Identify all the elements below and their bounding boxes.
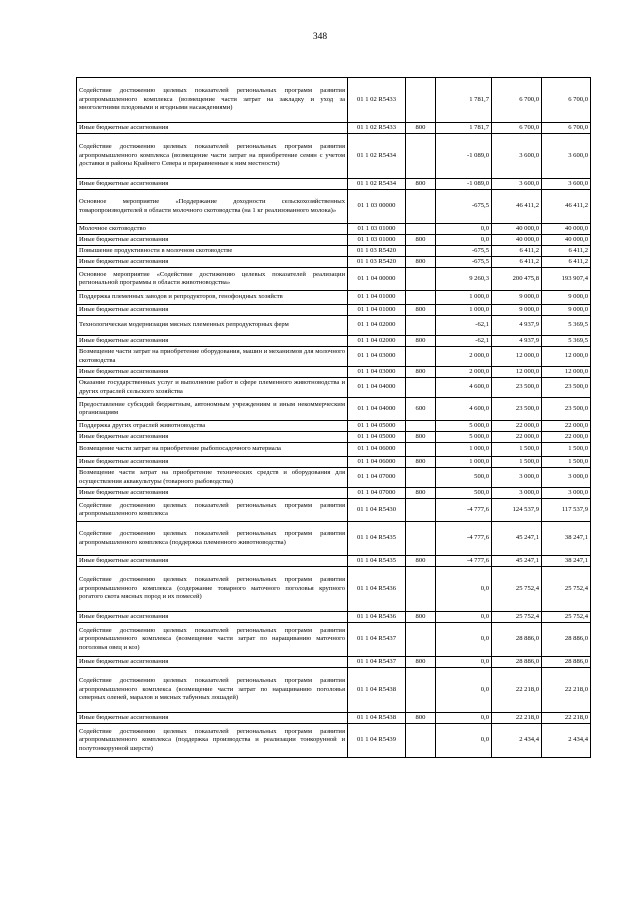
table-row: [77, 668, 591, 713]
table-row: [77, 246, 591, 257]
table-row: [77, 347, 591, 367]
row-code-cell: 01 1 04 03000: [348, 367, 406, 378]
row-amount-1-cell: 0,0: [436, 567, 492, 612]
row-code-cell: 01 1 03 R5420: [348, 257, 406, 268]
row-amount-3-cell: 6 700,0: [542, 78, 591, 123]
row-code-cell: 01 1 04 07000: [348, 468, 406, 488]
row-expense-type-cell: 600: [406, 398, 436, 421]
row-amount-2-cell: 3 600,0: [492, 179, 542, 190]
row-code-cell: 01 1 03 R5420: [348, 246, 406, 257]
table-row: [77, 305, 591, 316]
row-code-cell: 01 1 04 06000: [348, 457, 406, 468]
row-amount-3-cell: 38 247,1: [542, 556, 591, 567]
row-code-cell: 01 1 04 01000: [348, 305, 406, 316]
row-amount-2-cell: 1 500,0: [492, 457, 542, 468]
row-amount-1-cell: 9 260,3: [436, 268, 492, 291]
table-row: [77, 367, 591, 378]
row-expense-type-cell: 800: [406, 257, 436, 268]
table-row: [77, 224, 591, 235]
row-amount-3-cell: 28 886,0: [542, 657, 591, 668]
row-amount-1-cell: 4 600,0: [436, 398, 492, 421]
row-code-cell: 01 1 04 00000: [348, 268, 406, 291]
row-amount-2-cell: 12 000,0: [492, 367, 542, 378]
row-amount-1-cell: 0,0: [436, 724, 492, 758]
row-amount-1-cell: 2 000,0: [436, 347, 492, 367]
row-name-cell: Иные бюджетные ассигнования: [77, 123, 348, 134]
table-row: [77, 567, 591, 612]
row-expense-type-cell: 800: [406, 235, 436, 246]
row-name-cell: Оказание государственных услуг и выполнение работ в сфере племенного животноводства и других отраслей сельского хозяйства: [77, 378, 348, 398]
row-amount-1-cell: 1 000,0: [436, 457, 492, 468]
row-expense-type-cell: 800: [406, 457, 436, 468]
row-expense-type-cell: [406, 623, 436, 657]
row-expense-type-cell: 800: [406, 713, 436, 724]
table-row: [77, 398, 591, 421]
row-amount-2-cell: 45 247,1: [492, 522, 542, 556]
row-amount-2-cell: 6 700,0: [492, 78, 542, 123]
row-name-cell: Иные бюджетные ассигнования: [77, 367, 348, 378]
row-code-cell: 01 1 02 R5433: [348, 123, 406, 134]
row-name-cell: Основное мероприятие «Поддержание доходности сельскохозяйственных товаропроизводителей в области молочного скотоводства (на 1 кг реализованного молока)»: [77, 190, 348, 224]
row-expense-type-cell: [406, 724, 436, 758]
row-amount-2-cell: 28 886,0: [492, 623, 542, 657]
table-row: [77, 78, 591, 123]
table-row: [77, 336, 591, 347]
row-amount-2-cell: 46 411,2: [492, 190, 542, 224]
row-amount-3-cell: 117 537,9: [542, 499, 591, 522]
row-amount-3-cell: 12 000,0: [542, 367, 591, 378]
table-row: [77, 134, 591, 179]
row-code-cell: 01 1 04 02000: [348, 316, 406, 336]
row-code-cell: 01 1 04 R5436: [348, 567, 406, 612]
row-name-cell: Технологическая модернизация мясных племенных репродукторных ферм: [77, 316, 348, 336]
row-name-cell: Иные бюджетные ассигнования: [77, 457, 348, 468]
table-row: [77, 378, 591, 398]
row-amount-2-cell: 22 000,0: [492, 421, 542, 432]
row-code-cell: 01 1 04 04000: [348, 398, 406, 421]
row-expense-type-cell: 800: [406, 179, 436, 190]
row-amount-1-cell: 5 000,0: [436, 432, 492, 443]
row-amount-2-cell: 22 218,0: [492, 713, 542, 724]
row-amount-1-cell: -675,5: [436, 190, 492, 224]
row-amount-1-cell: 1 000,0: [436, 291, 492, 305]
row-name-cell: Иные бюджетные ассигнования: [77, 305, 348, 316]
row-name-cell: Содействие достижению целевых показателей региональных программ развития агропромышленного комплекса (возмещение части затрат на приобретение семян с учетом доставки в районы Крайнего Севера и приравненные к ним местности): [77, 134, 348, 179]
table-row: [77, 235, 591, 246]
row-name-cell: Иные бюджетные ассигнования: [77, 488, 348, 499]
row-expense-type-cell: [406, 246, 436, 257]
row-expense-type-cell: 800: [406, 612, 436, 623]
row-amount-3-cell: 23 500,0: [542, 378, 591, 398]
row-amount-3-cell: 6 700,0: [542, 123, 591, 134]
row-amount-3-cell: 28 886,0: [542, 623, 591, 657]
row-code-cell: 01 1 04 05000: [348, 421, 406, 432]
row-name-cell: Поддержка других отраслей животноводства: [77, 421, 348, 432]
row-amount-1-cell: -62,1: [436, 316, 492, 336]
row-amount-1-cell: -1 089,0: [436, 134, 492, 179]
row-name-cell: Возмещение части затрат на приобретение технических средств и оборудования для осуществления аквакультуры (товарного рыбоводства): [77, 468, 348, 488]
row-code-cell: 01 1 04 07000: [348, 488, 406, 499]
row-code-cell: 01 1 03 01000: [348, 235, 406, 246]
row-amount-2-cell: 6 700,0: [492, 123, 542, 134]
row-amount-2-cell: 22 000,0: [492, 432, 542, 443]
row-amount-3-cell: 1 500,0: [542, 457, 591, 468]
row-name-cell: Содействие достижению целевых показателей региональных программ развития агропромышленного комплекса (возмещение части затрат на закладку и уход за многолетними плодовыми и ягодными насаждениями): [77, 78, 348, 123]
row-name-cell: Содействие достижению целевых показателей региональных программ развития агропромышленного комплекса: [77, 499, 348, 522]
table-row: [77, 257, 591, 268]
row-code-cell: 01 1 04 R5438: [348, 668, 406, 713]
row-amount-3-cell: 40 000,0: [542, 235, 591, 246]
page-number: 348: [312, 32, 328, 42]
row-amount-1-cell: 0,0: [436, 623, 492, 657]
row-amount-2-cell: 3 600,0: [492, 134, 542, 179]
row-name-cell: Предоставление субсидий бюджетным, автономным учреждениям и иным некоммерческим организациям: [77, 398, 348, 421]
row-expense-type-cell: [406, 378, 436, 398]
row-amount-1-cell: -62,1: [436, 336, 492, 347]
row-amount-1-cell: 1 781,7: [436, 123, 492, 134]
row-amount-2-cell: 2 434,4: [492, 724, 542, 758]
row-name-cell: Иные бюджетные ассигнования: [77, 336, 348, 347]
row-amount-2-cell: 4 937,9: [492, 336, 542, 347]
row-amount-1-cell: 0,0: [436, 612, 492, 623]
row-code-cell: 01 1 02 R5434: [348, 179, 406, 190]
row-amount-3-cell: 25 752,4: [542, 567, 591, 612]
table-row: [77, 123, 591, 134]
row-code-cell: 01 1 03 01000: [348, 224, 406, 235]
table-row: [77, 268, 591, 291]
table-row: [77, 291, 591, 305]
row-expense-type-cell: [406, 224, 436, 235]
row-amount-3-cell: 3 600,0: [542, 179, 591, 190]
row-name-cell: Возмещение части затрат на приобретение рыбопосадочного материала: [77, 443, 348, 457]
row-amount-1-cell: -4 777,6: [436, 556, 492, 567]
row-name-cell: Иные бюджетные ассигнования: [77, 257, 348, 268]
row-name-cell: Возмещение части затрат на приобретение оборудования, машин и механизмов для молочного скотоводства: [77, 347, 348, 367]
budget-table-body: [77, 78, 591, 758]
table-row: [77, 316, 591, 336]
row-expense-type-cell: [406, 78, 436, 123]
row-amount-2-cell: 9 000,0: [492, 291, 542, 305]
row-code-cell: 01 1 03 00000: [348, 190, 406, 224]
row-amount-2-cell: 4 937,9: [492, 316, 542, 336]
row-amount-3-cell: 5 369,5: [542, 336, 591, 347]
row-amount-2-cell: 23 500,0: [492, 378, 542, 398]
row-code-cell: 01 1 02 R5433: [348, 78, 406, 123]
row-expense-type-cell: 800: [406, 488, 436, 499]
row-amount-1-cell: -675,5: [436, 257, 492, 268]
row-name-cell: Иные бюджетные ассигнования: [77, 432, 348, 443]
table-row: [77, 499, 591, 522]
row-code-cell: 01 1 04 R5430: [348, 499, 406, 522]
row-code-cell: 01 1 02 R5434: [348, 134, 406, 179]
row-expense-type-cell: [406, 316, 436, 336]
row-code-cell: 01 1 04 02000: [348, 336, 406, 347]
row-name-cell: Содействие достижению целевых показателей региональных программ развития агропромышленного комплекса (поддержка производства и реализации тонкорунной и полутонкорунной шерсти): [77, 724, 348, 758]
row-amount-2-cell: 9 000,0: [492, 305, 542, 316]
row-amount-1-cell: 2 000,0: [436, 367, 492, 378]
table-row: [77, 612, 591, 623]
row-amount-1-cell: -675,5: [436, 246, 492, 257]
row-expense-type-cell: [406, 567, 436, 612]
row-amount-2-cell: 6 411,2: [492, 257, 542, 268]
row-name-cell: Основное мероприятие «Содействие достижению целевых показателей реализации региональной программы в области животноводства»: [77, 268, 348, 291]
row-code-cell: 01 1 04 R5435: [348, 522, 406, 556]
row-amount-1-cell: 500,0: [436, 468, 492, 488]
row-amount-3-cell: 1 500,0: [542, 443, 591, 457]
row-name-cell: Иные бюджетные ассигнования: [77, 713, 348, 724]
row-amount-3-cell: 22 218,0: [542, 668, 591, 713]
row-expense-type-cell: [406, 499, 436, 522]
table-row: [77, 457, 591, 468]
row-code-cell: 01 1 04 01000: [348, 291, 406, 305]
row-amount-3-cell: 40 000,0: [542, 224, 591, 235]
row-expense-type-cell: [406, 134, 436, 179]
row-expense-type-cell: 800: [406, 556, 436, 567]
row-expense-type-cell: [406, 190, 436, 224]
row-amount-3-cell: 12 000,0: [542, 347, 591, 367]
row-amount-1-cell: 1 781,7: [436, 78, 492, 123]
table-row: [77, 657, 591, 668]
row-amount-1-cell: -4 777,6: [436, 499, 492, 522]
row-code-cell: 01 1 04 R5438: [348, 713, 406, 724]
row-amount-1-cell: 5 000,0: [436, 421, 492, 432]
row-amount-1-cell: 1 000,0: [436, 443, 492, 457]
row-amount-3-cell: 6 411,2: [542, 257, 591, 268]
row-amount-1-cell: 0,0: [436, 235, 492, 246]
row-code-cell: 01 1 04 R5435: [348, 556, 406, 567]
row-amount-3-cell: 3 600,0: [542, 134, 591, 179]
row-amount-2-cell: 3 000,0: [492, 468, 542, 488]
row-expense-type-cell: [406, 421, 436, 432]
row-amount-2-cell: 45 247,1: [492, 556, 542, 567]
row-code-cell: 01 1 04 04000: [348, 378, 406, 398]
row-name-cell: Иные бюджетные ассигнования: [77, 612, 348, 623]
row-code-cell: 01 1 04 R5436: [348, 612, 406, 623]
row-name-cell: Содействие достижению целевых показателей региональных программ развития агропромышленного комплекса (поддержка племенного животноводства): [77, 522, 348, 556]
row-amount-3-cell: 3 000,0: [542, 488, 591, 499]
row-amount-2-cell: 40 000,0: [492, 224, 542, 235]
row-amount-1-cell: 0,0: [436, 713, 492, 724]
row-amount-3-cell: 9 000,0: [542, 305, 591, 316]
row-amount-2-cell: 28 886,0: [492, 657, 542, 668]
row-amount-3-cell: 2 434,4: [542, 724, 591, 758]
row-amount-1-cell: 4 600,0: [436, 378, 492, 398]
row-name-cell: Содействие достижению целевых показателей региональных программ развития агропромышленного комплекса (возмещение части затрат по наращиванию маточного поголовья овец и коз): [77, 623, 348, 657]
table-row: [77, 443, 591, 457]
row-amount-2-cell: 25 752,4: [492, 612, 542, 623]
table-row: [77, 421, 591, 432]
row-name-cell: Иные бюджетные ассигнования: [77, 235, 348, 246]
row-amount-3-cell: 25 752,4: [542, 612, 591, 623]
table-row: [77, 190, 591, 224]
table-row: [77, 623, 591, 657]
row-expense-type-cell: 800: [406, 123, 436, 134]
row-amount-2-cell: 40 000,0: [492, 235, 542, 246]
row-expense-type-cell: 800: [406, 367, 436, 378]
row-amount-1-cell: 500,0: [436, 488, 492, 499]
row-amount-2-cell: 12 000,0: [492, 347, 542, 367]
row-name-cell: Содействие достижению целевых показателей региональных программ развития агропромышленного комплекса (содержание товарного маточного поголовья крупного рогатого скота мясных пород и их помесей): [77, 567, 348, 612]
row-name-cell: Повышение продуктивности в молочном скотоводстве: [77, 246, 348, 257]
row-amount-2-cell: 200 475,8: [492, 268, 542, 291]
row-expense-type-cell: [406, 522, 436, 556]
row-name-cell: Иные бюджетные ассигнования: [77, 556, 348, 567]
row-expense-type-cell: 800: [406, 305, 436, 316]
row-amount-3-cell: 6 411,2: [542, 246, 591, 257]
table-row: [77, 522, 591, 556]
row-expense-type-cell: [406, 268, 436, 291]
row-code-cell: 01 1 04 R5437: [348, 623, 406, 657]
row-amount-1-cell: 1 000,0: [436, 305, 492, 316]
row-amount-2-cell: 25 752,4: [492, 567, 542, 612]
row-amount-2-cell: 6 411,2: [492, 246, 542, 257]
row-amount-2-cell: 22 218,0: [492, 668, 542, 713]
row-name-cell: Иные бюджетные ассигнования: [77, 179, 348, 190]
row-amount-3-cell: 22 000,0: [542, 432, 591, 443]
row-amount-3-cell: 5 369,5: [542, 316, 591, 336]
row-expense-type-cell: 800: [406, 432, 436, 443]
table-row: [77, 488, 591, 499]
row-expense-type-cell: [406, 347, 436, 367]
row-amount-1-cell: 0,0: [436, 657, 492, 668]
table-row: [77, 713, 591, 724]
table-row: [77, 432, 591, 443]
row-code-cell: 01 1 04 R5437: [348, 657, 406, 668]
row-amount-1-cell: -1 089,0: [436, 179, 492, 190]
row-name-cell: Поддержка племенных заводов и репродукторов, генофондных хозяйств: [77, 291, 348, 305]
row-expense-type-cell: [406, 443, 436, 457]
row-amount-3-cell: 22 218,0: [542, 713, 591, 724]
row-name-cell: Молочное скотоводство: [77, 224, 348, 235]
row-code-cell: 01 1 04 06000: [348, 443, 406, 457]
row-name-cell: Содействие достижению целевых показателей региональных программ развития агропромышленного комплекса (возмещение части затрат по наращиванию поголовья северных оленей, маралов и мясных табунных лошадей): [77, 668, 348, 713]
row-amount-3-cell: 38 247,1: [542, 522, 591, 556]
row-amount-1-cell: -4 777,6: [436, 522, 492, 556]
row-amount-1-cell: 0,0: [436, 224, 492, 235]
row-expense-type-cell: 800: [406, 336, 436, 347]
row-amount-3-cell: 23 500,0: [542, 398, 591, 421]
budget-table: [76, 77, 591, 758]
row-expense-type-cell: [406, 291, 436, 305]
row-amount-3-cell: 3 000,0: [542, 468, 591, 488]
row-expense-type-cell: 800: [406, 657, 436, 668]
row-amount-3-cell: 193 907,4: [542, 268, 591, 291]
row-code-cell: 01 1 04 03000: [348, 347, 406, 367]
row-amount-2-cell: 1 500,0: [492, 443, 542, 457]
table-row: [77, 724, 591, 758]
row-name-cell: Иные бюджетные ассигнования: [77, 657, 348, 668]
row-amount-2-cell: 23 500,0: [492, 398, 542, 421]
row-expense-type-cell: [406, 468, 436, 488]
row-amount-3-cell: 22 000,0: [542, 421, 591, 432]
table-row: [77, 556, 591, 567]
row-code-cell: 01 1 04 R5439: [348, 724, 406, 758]
row-amount-2-cell: 3 000,0: [492, 488, 542, 499]
row-code-cell: 01 1 04 05000: [348, 432, 406, 443]
row-amount-3-cell: 46 411,2: [542, 190, 591, 224]
row-amount-1-cell: 0,0: [436, 668, 492, 713]
row-amount-3-cell: 9 000,0: [542, 291, 591, 305]
table-row: [77, 468, 591, 488]
row-amount-2-cell: 124 537,9: [492, 499, 542, 522]
row-expense-type-cell: [406, 668, 436, 713]
table-row: [77, 179, 591, 190]
